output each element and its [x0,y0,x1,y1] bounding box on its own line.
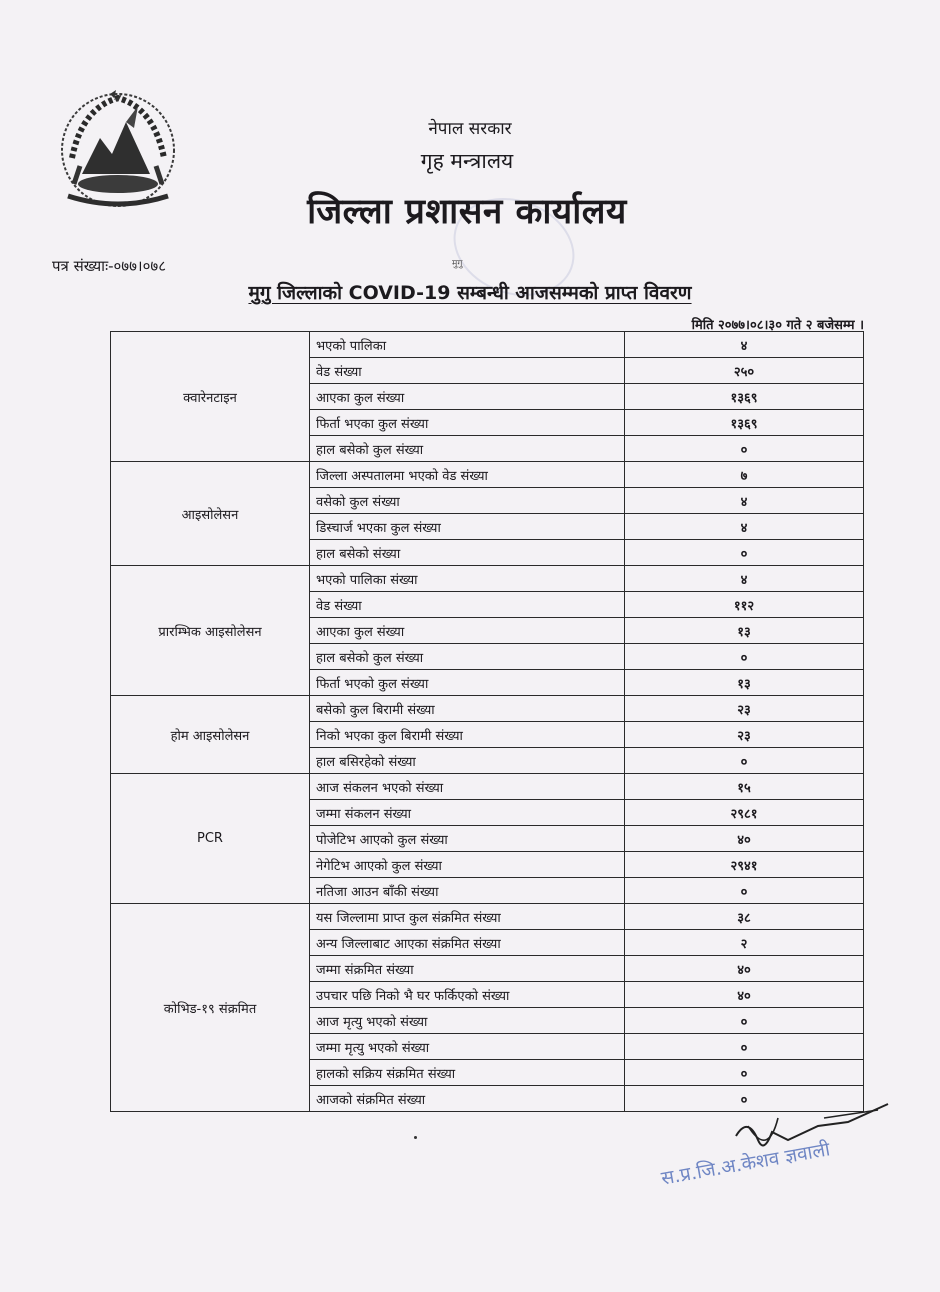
row-value: ० [625,644,864,670]
row-label: अन्य जिल्लाबाट आएका संक्रमित संख्या [310,930,625,956]
ink-dot [414,1136,417,1139]
table-row [111,904,864,930]
row-value: १५ [625,774,864,800]
row-label: हाल बसिरहेको संख्या [310,748,625,774]
office-title: जिल्ला प्रशासन कार्यालय [307,192,627,232]
row-value: ० [625,878,864,904]
row-label: नेगेटिभ आएको कुल संख्या [310,852,625,878]
row-value: १३ [625,670,864,696]
row-value: १३६९ [625,384,864,410]
section-category: कोभिड-१९ संक्रमित [111,904,310,1112]
row-label: यस जिल्लामा प्राप्त कुल संक्रमित संख्या [310,904,625,930]
row-value: ४० [625,826,864,852]
row-value: ४० [625,956,864,982]
row-label: फिर्ता भएको कुल संख्या [310,670,625,696]
row-label: आज संकलन भएको संख्या [310,774,625,800]
row-label: बसेको कुल बिरामी संख्या [310,696,625,722]
row-label: उपचार पछि निको भै घर फर्किएको संख्या [310,982,625,1008]
row-value: २९४१ [625,852,864,878]
row-label: हाल बसेको कुल संख्या [310,644,625,670]
signatory-stamp: स.प्र.जि.अ.केशव ज्ञवाली [659,1138,832,1190]
row-label: आएका कुल संख्या [310,384,625,410]
government-title: नेपाल सरकार [428,119,512,139]
row-value: ० [625,1034,864,1060]
table-row [111,696,864,722]
row-value: ३८ [625,904,864,930]
row-value: ४ [625,332,864,358]
row-label: हाल बसेको संख्या [310,540,625,566]
row-value: २ [625,930,864,956]
row-label: जम्मा संक्रमित संख्या [310,956,625,982]
table-row [111,566,864,592]
row-label: वसेको कुल संख्या [310,488,625,514]
row-label: जम्मा मृत्यु भएको संख्या [310,1034,625,1060]
row-value: ० [625,748,864,774]
date-line: मिति २०७७।०८।३० गते २ बजेसम्म । [691,318,864,333]
row-value: ४० [625,982,864,1008]
table-row [111,332,864,358]
row-value: ७ [625,462,864,488]
letter-number: पत्र संख्याः-०७७।०७८ [52,257,166,275]
section-category: क्वारेनटाइन [111,332,310,462]
row-label: डिस्चार्ज भएका कुल संख्या [310,514,625,540]
table-row [111,774,864,800]
row-value: ० [625,1086,864,1112]
row-value: २५० [625,358,864,384]
row-label: हाल बसेको कुल संख्या [310,436,625,462]
row-label: वेड संख्या [310,358,625,384]
row-value: ० [625,1060,864,1086]
district-small-label: मुगु [452,259,463,269]
row-label: आएका कुल संख्या [310,618,625,644]
row-value: ० [625,540,864,566]
row-value: ४ [625,488,864,514]
section-category: PCR [111,774,310,904]
section-category: प्रारम्भिक आइसोलेसन [111,566,310,696]
row-label: भएको पालिका संख्या [310,566,625,592]
row-value: ० [625,1008,864,1034]
row-label: भएको पालिका [310,332,625,358]
row-label: जिल्ला अस्पतालमा भएको वेड संख्या [310,462,625,488]
row-value: २३ [625,696,864,722]
row-value: ४ [625,566,864,592]
covid-status-table [110,331,864,1112]
row-value: २३ [625,722,864,748]
row-label: निको भएका कुल बिरामी संख्या [310,722,625,748]
section-category: होम आइसोलेसन [111,696,310,774]
document-subject [0,279,940,305]
row-value: ० [625,436,864,462]
row-value: ४ [625,514,864,540]
row-value: ११२ [625,592,864,618]
row-label: नतिजा आउन बाँकी संख्या [310,878,625,904]
row-label: आज मृत्यु भएको संख्या [310,1008,625,1034]
table-row [111,462,864,488]
row-value: २९८१ [625,800,864,826]
row-value: १३६९ [625,410,864,436]
row-label: पोजेटिभ आएको कुल संख्या [310,826,625,852]
row-label: वेड संख्या [310,592,625,618]
ministry-title: गृह मन्त्रालय [420,149,514,173]
row-label: हालको सक्रिय संक्रमित संख्या [310,1060,625,1086]
section-category: आइसोलेसन [111,462,310,566]
row-value: १३ [625,618,864,644]
row-label: फिर्ता भएका कुल संख्या [310,410,625,436]
row-label: जम्मा संकलन संख्या [310,800,625,826]
subject-text: मुगु जिल्लाको COVID-19 सम्बन्धी आजसम्मको प्राप्त विवरण [248,282,692,304]
row-label: आजको संक्रमित संख्या [310,1086,625,1112]
